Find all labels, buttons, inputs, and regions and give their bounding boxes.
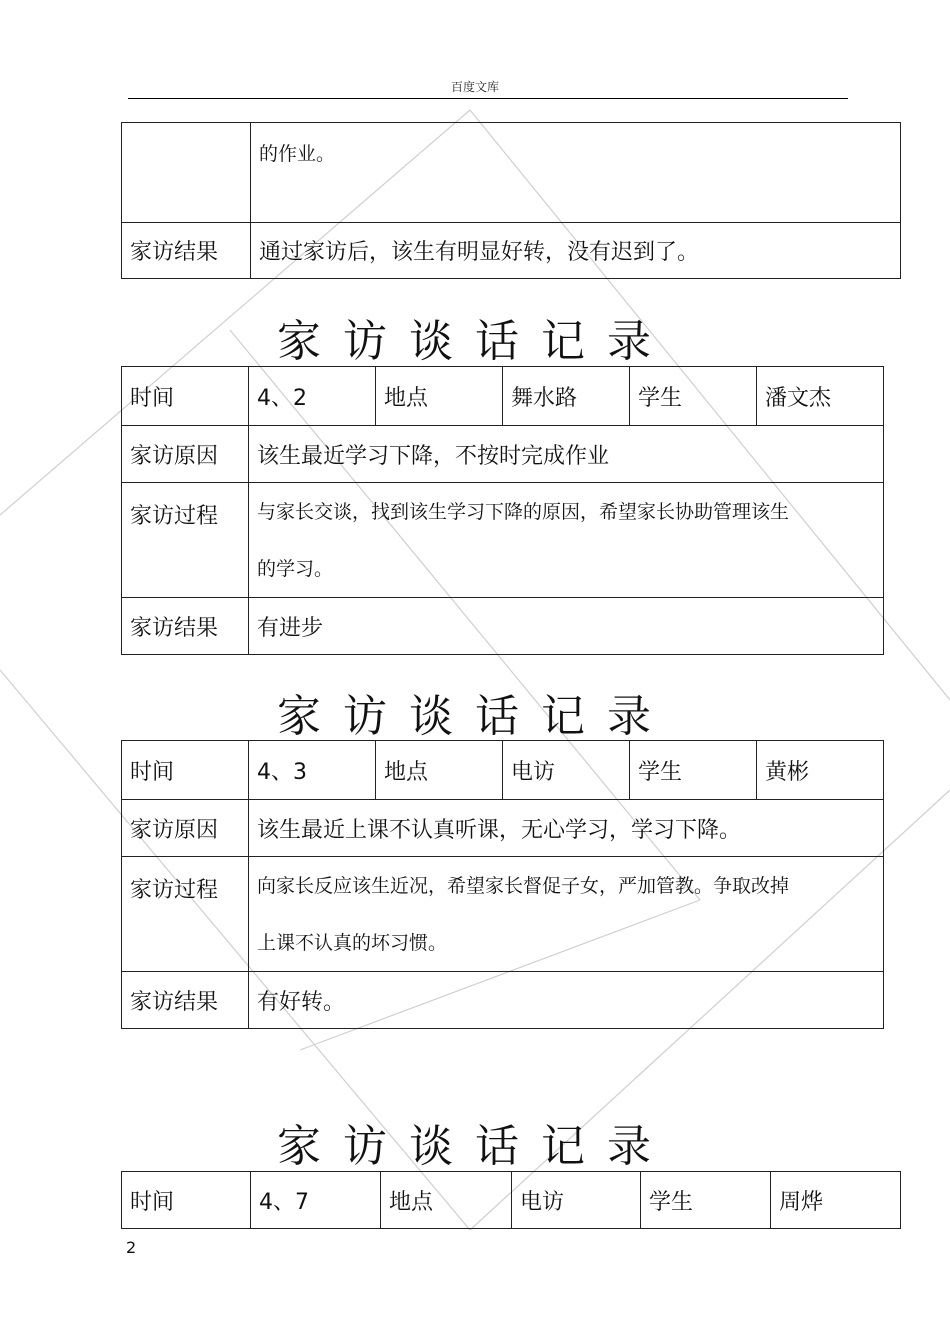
page-number: 2 (126, 1238, 137, 1257)
place-value: 电访 (512, 1172, 641, 1229)
record-title: 家访谈话记录 (277, 691, 673, 742)
student-value: 周烨 (771, 1172, 901, 1229)
process-line: 上课不认真的坏习惯。 (257, 932, 448, 954)
place-label: 地点 (376, 741, 503, 800)
time-label: 时间 (122, 741, 249, 800)
process-line: 与家长交谈，找到该生学习下降的原因，希望家长协助管理该生 (257, 501, 790, 523)
record-table-1 (121, 366, 884, 655)
time-label: 时间 (122, 1172, 251, 1229)
time-value: 4、2 (249, 367, 376, 426)
record-table-2 (121, 740, 884, 1029)
process-label: 家访过程 (122, 857, 249, 972)
time-label: 时间 (122, 367, 249, 426)
empty-label-cell (122, 123, 251, 223)
process-label: 家访过程 (122, 483, 249, 598)
student-label: 学生 (630, 367, 757, 426)
result-text: 通过家访后，该生有明显好转，没有迟到了。 (251, 223, 901, 279)
record-title: 家访谈话记录 (277, 316, 673, 367)
student-label: 学生 (641, 1172, 771, 1229)
continuation-table (121, 122, 901, 279)
process-line: 向家长反应该生近况，希望家长督促子女，严加管教。争取改掉 (257, 875, 790, 897)
student-value: 潘文杰 (757, 367, 884, 426)
record-table-3 (121, 1171, 901, 1229)
result-label: 家访结果 (122, 223, 251, 279)
process-tail: 的作业。 (251, 123, 901, 223)
reason-label: 家访原因 (122, 426, 249, 483)
process-value (249, 483, 884, 598)
record-title: 家访谈话记录 (277, 1121, 673, 1172)
time-value: 4、7 (251, 1172, 381, 1229)
time-value: 4、3 (249, 741, 376, 800)
reason-value: 该生最近上课不认真听课，无心学习，学习下降。 (249, 800, 884, 857)
place-value: 电访 (503, 741, 630, 800)
place-label: 地点 (376, 367, 503, 426)
reason-value: 该生最近学习下降，不按时完成作业 (249, 426, 884, 483)
student-value: 黄彬 (757, 741, 884, 800)
header-rule (128, 98, 848, 99)
result-value: 有进步 (249, 598, 884, 655)
reason-label: 家访原因 (122, 800, 249, 857)
place-label: 地点 (381, 1172, 512, 1229)
result-value: 有好转。 (249, 972, 884, 1029)
page-header: 百度文库 (450, 80, 499, 94)
student-label: 学生 (630, 741, 757, 800)
result-label: 家访结果 (122, 598, 249, 655)
result-label: 家访结果 (122, 972, 249, 1029)
place-value: 舞水路 (503, 367, 630, 426)
process-value (249, 857, 884, 972)
process-line: 的学习。 (257, 558, 334, 580)
